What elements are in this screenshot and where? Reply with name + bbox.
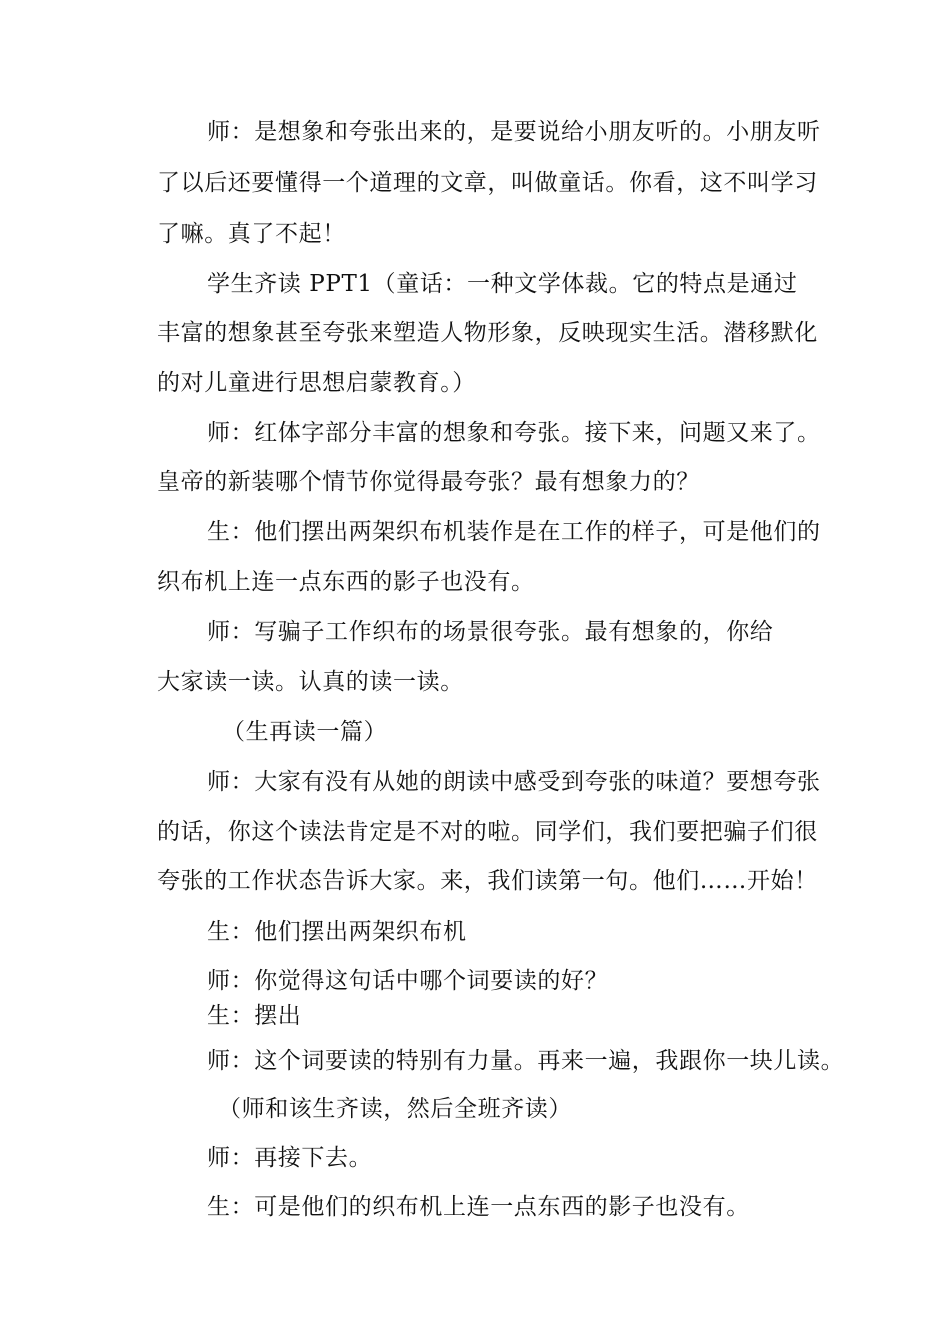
text-line: 了嘛。真了不起！	[157, 221, 346, 247]
text-line: （师和该生齐读，然后全班齐读）	[218, 1096, 572, 1122]
text-line: 师：再接下去。	[207, 1145, 373, 1171]
text-line: 皇帝的新装哪个情节你觉得最夸张？最有想象力的？	[157, 469, 700, 495]
text-line: 织布机上连一点东西的影子也没有。	[157, 569, 535, 595]
text-line: 了以后还要懂得一个道理的文章，叫做童话。你看，这不叫学习	[157, 170, 818, 196]
text-line: （生再读一篇）	[222, 719, 388, 745]
text-line: 生：可是他们的织布机上连一点东西的影子也没有。	[207, 1194, 750, 1220]
text-line: 师：红体字部分丰富的想象和夸张。接下来，问题又来了。	[207, 420, 821, 446]
text-line: 的话，你这个读法肯定是不对的啦。同学们，我们要把骗子们很	[157, 819, 818, 845]
text-line: 生：他们摆出两架织布机	[207, 919, 467, 945]
text-line: 学生齐读 PPT1（童话：一种文学体裁。它的特点是通过	[207, 271, 798, 297]
text-line: 丰富的想象甚至夸张来塑造人物形象，反映现实生活。潜移默化	[157, 320, 818, 346]
text-line: 大家读一读。认真的读一读。	[157, 669, 464, 695]
text-line: 的对儿童进行思想启蒙教育。）	[157, 370, 476, 396]
text-line: 师：你觉得这句话中哪个词要读的好？	[207, 968, 609, 994]
text-line: 生：他们摆出两架织布机装作是在工作的样子，可是他们的	[207, 519, 821, 545]
text-line: 夸张的工作状态告诉大家。来，我们读第一句。他们……开始！	[157, 868, 818, 894]
text-line: 师：大家有没有从她的朗读中感受到夸张的味道？要想夸张	[207, 769, 821, 795]
text-line: 生：摆出	[207, 1003, 302, 1029]
text-line: 师：这个词要读的特别有力量。再来一遍，我跟你一块儿读。	[207, 1048, 845, 1074]
text-line: 师：写骗子工作织布的场景很夸张。最有想象的，你给	[207, 619, 774, 645]
text-line: 师：是想象和夸张出来的，是要说给小朋友听的。小朋友听	[207, 119, 821, 145]
